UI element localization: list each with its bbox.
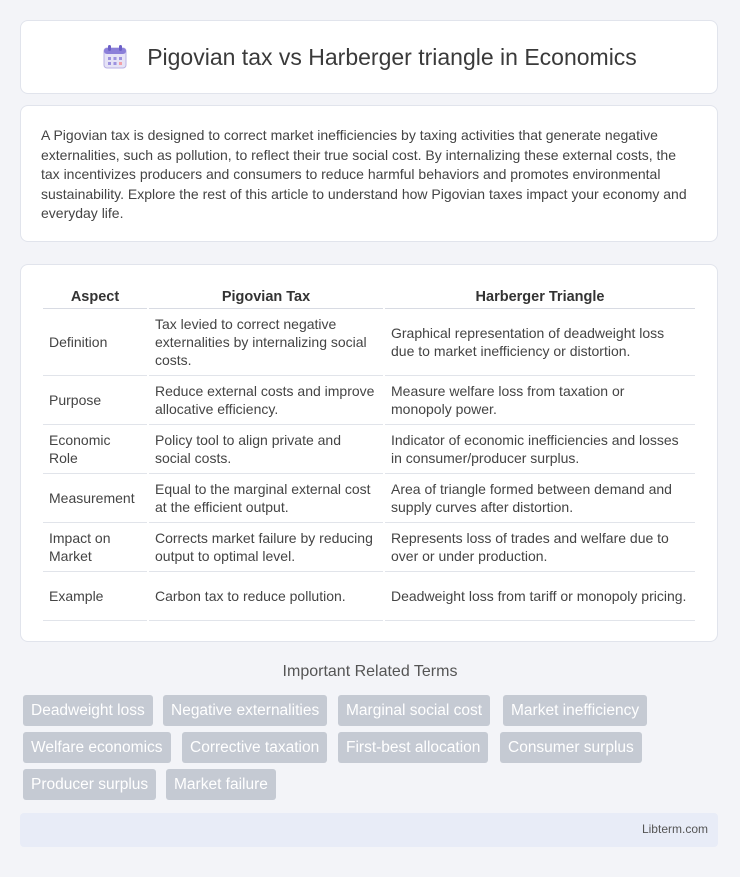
cell-pigovian: Reduce external costs and improve allocative efficiency. (149, 376, 383, 425)
tag-welfare-economics[interactable]: Welfare economics (23, 732, 171, 763)
table-header-row (43, 287, 695, 309)
tag-deadweight-loss[interactable]: Deadweight loss (23, 695, 153, 726)
title-card (20, 20, 718, 94)
cell-harberger: Measure welfare loss from taxation or monopoly power. (385, 376, 695, 425)
cell-aspect: Example (43, 572, 147, 621)
tag-market-failure[interactable]: Market failure (166, 769, 276, 800)
intro-paragraph: A Pigovian tax is designed to correct market inefficiencies by taxing activities that generate negative externalities, such as pollution, to reflect their true social cost. By internalizing these external costs, the tax incentivizes producers and consumers to reduce harmful behaviors and promotes environmental sustainability. Explore the rest of this article to understand how Pigovian taxes impact your economy and everyday life. (41, 127, 687, 222)
calendar-icon (101, 43, 129, 71)
cell-harberger: Indicator of economic inefficiencies and losses in consumer/producer surplus. (385, 425, 695, 474)
table-row (43, 425, 695, 474)
cell-pigovian: Equal to the marginal external cost at the efficient output. (149, 474, 383, 523)
cell-aspect: Impact on Market (43, 523, 147, 572)
cell-harberger: Deadweight loss from tariff or monopoly pricing. (385, 572, 695, 621)
cell-aspect: Economic Role (43, 425, 147, 474)
cell-harberger: Represents loss of trades and welfare due to over or under production. (385, 523, 695, 572)
cell-aspect: Purpose (43, 376, 147, 425)
cell-pigovian: Tax levied to correct negative externalities by internalizing social costs. (149, 309, 383, 376)
cell-pigovian: Corrects market failure by reducing output to optimal level. (149, 523, 383, 572)
cell-harberger: Area of triangle formed between demand and supply curves after distortion. (385, 474, 695, 523)
cell-aspect: Definition (43, 309, 147, 376)
tag-negative-externalities[interactable]: Negative externalities (163, 695, 327, 726)
cell-pigovian: Policy tool to align private and social costs. (149, 425, 383, 474)
table-row (43, 474, 695, 523)
tag-marginal-social-cost[interactable]: Marginal social cost (338, 695, 490, 726)
cell-aspect: Measurement (43, 474, 147, 523)
comparison-table-card (20, 264, 718, 642)
page-title: Pigovian tax vs Harberger triangle in Economics (147, 43, 637, 70)
header-aspect: Aspect (43, 287, 147, 309)
tag-market-inefficiency[interactable]: Market inefficiency (503, 695, 647, 726)
tag-first-best-allocation[interactable]: First-best allocation (338, 732, 488, 763)
comparison-table (41, 287, 697, 621)
title-wrap (101, 43, 637, 71)
table-row (43, 572, 695, 621)
footer-site-link[interactable]: Libterm.com (641, 822, 708, 836)
header-pigovian-tax: Pigovian Tax (149, 287, 383, 309)
table-row (43, 523, 695, 572)
intro-card (20, 105, 718, 242)
footer (20, 813, 718, 847)
cell-harberger: Graphical representation of deadweight loss due to market inefficiency or distortion. (385, 309, 695, 376)
tag-corrective-taxation[interactable]: Corrective taxation (182, 732, 327, 763)
table-row (43, 376, 695, 425)
tag-consumer-surplus[interactable]: Consumer surplus (500, 732, 642, 763)
related-terms-title: Important Related Terms (282, 663, 458, 680)
header-harberger-triangle: Harberger Triangle (385, 287, 695, 309)
table-row (43, 309, 695, 376)
cell-pigovian: Carbon tax to reduce pollution. (149, 572, 383, 621)
tag-producer-surplus[interactable]: Producer surplus (23, 769, 156, 800)
